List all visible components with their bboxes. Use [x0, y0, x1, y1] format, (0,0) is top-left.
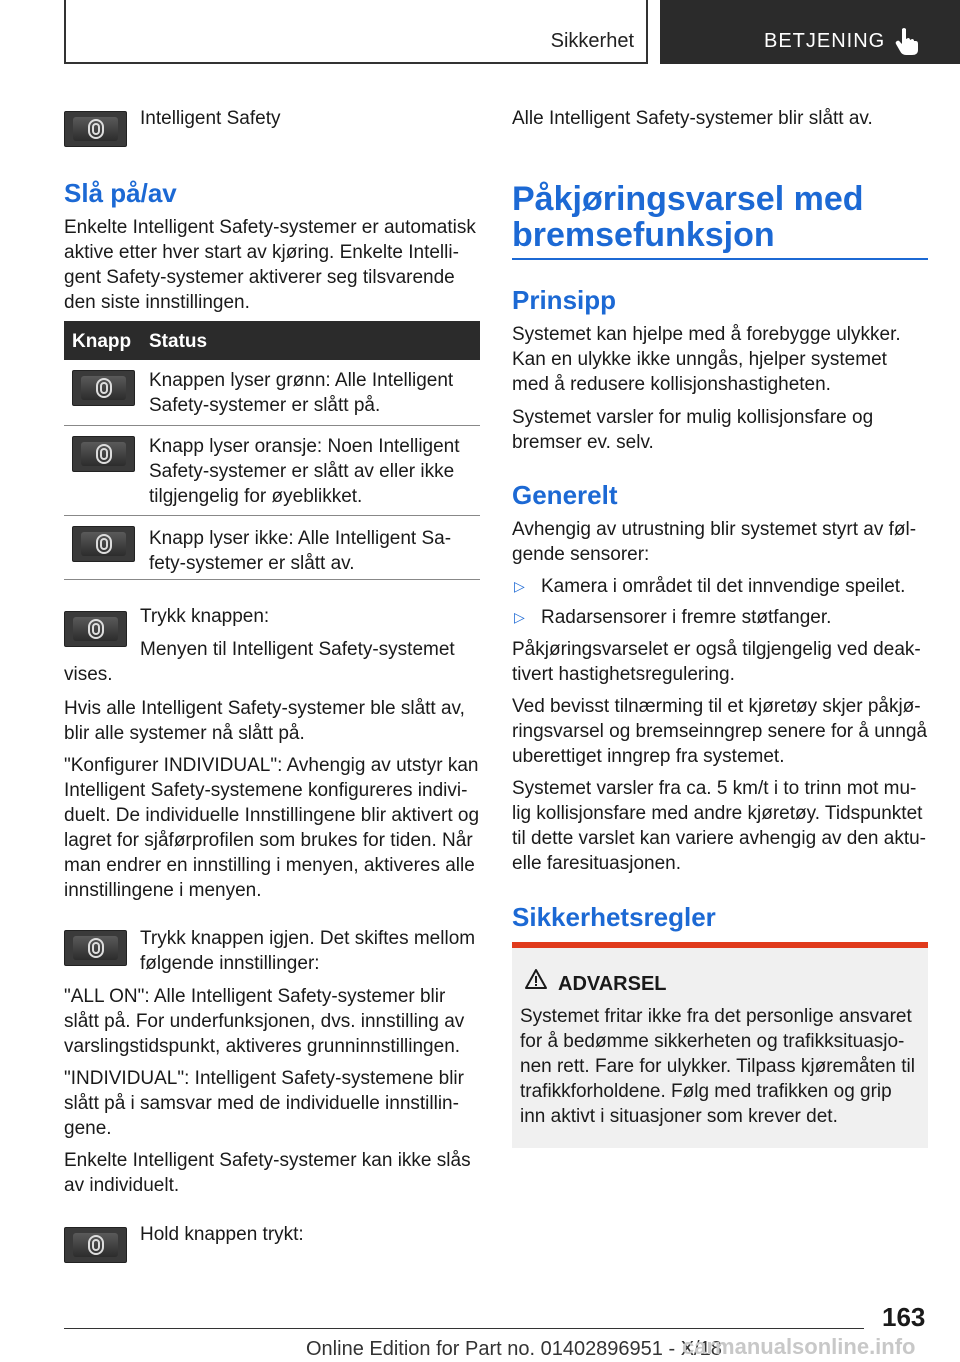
individual2-line-3: gene.	[64, 1118, 112, 1139]
intelligent-safety-icon	[95, 534, 113, 554]
warning-line-4: trafikkforholdene. Følg med trafikken og grip	[520, 1081, 892, 1102]
all-off-line-1: Hvis alle Intelligent Safety-systemer ble slått av,	[64, 698, 465, 719]
row-2-line-3: tilgjengelig for øyeblikket.	[149, 486, 363, 507]
all-off-line-2: blir alle systemer nå slått på.	[64, 723, 305, 744]
individual2-line-2: slått på i samsvar med de individuelle innstillin-	[64, 1093, 459, 1114]
table-row	[64, 516, 480, 580]
intelligent-safety-icon	[87, 1235, 105, 1255]
general-line-2: gende sensorer:	[512, 544, 650, 565]
press-text: Trykk knappen:	[140, 606, 270, 627]
intelligent-safety-icon	[87, 119, 105, 139]
button-orange-image	[72, 436, 135, 472]
intelligent-safety-button-image	[64, 111, 127, 147]
table-header-status: Status	[149, 331, 208, 352]
warns-line-3: til dette varslet kan variere avhengig av den aktu-	[512, 828, 927, 849]
individual-line-3: duelt. De individuelle Innstillingene blir aktivert og	[64, 805, 480, 826]
individual2-line-1: "INDIVIDUAL": Intelligent Safety-systemene blir	[64, 1068, 464, 1089]
intelligent-safety-icon	[95, 378, 113, 398]
row-1-line-2: Safety-systemer er slått på.	[149, 395, 381, 416]
principle-line-3: med å redusere kollisjonshastigheten.	[512, 374, 831, 395]
row-3-line-2: fety-systemer er slått av.	[149, 553, 355, 574]
individual-line-5: man endrer en innstilling i menyen, aktiveres alle	[64, 855, 475, 876]
heading-on-off: Slå på/av	[64, 178, 177, 208]
intro-line-1: Enkelte Intelligent Safety-systemer er automatisk	[64, 217, 476, 238]
header-section-title: Sikkerhet	[550, 30, 634, 52]
general-line-1: Avhengig av utrustning blir systemet styrt av føl-	[512, 519, 917, 540]
intelligent-safety-label: Intelligent Safety	[140, 108, 281, 129]
heading-general: Generelt	[512, 480, 618, 510]
main-heading-line-1: Påkjøringsvarsel med	[512, 180, 864, 218]
bullet-1: Kamera i området til det innvendige speilet.	[541, 576, 906, 597]
warns-line-4: elle faresituasjonen.	[512, 853, 681, 874]
late-line-2: ringsvarsel og bremseinngrep senere for å unngå	[512, 721, 928, 742]
intro-line-2: aktive etter hver start av kjøring. Enkelte Intelli-	[64, 242, 459, 263]
principle2-line-2: bremser ev. selv.	[512, 432, 654, 453]
all-off-text: Alle Intelligent Safety-systemer blir slått av.	[512, 108, 873, 129]
warning-line-2: for å bedømme sikkerheten og trafikksituasjo-	[520, 1031, 905, 1052]
heading-principle: Prinsipp	[512, 285, 617, 315]
individual-line-6: innstillingene i menyen.	[64, 880, 262, 901]
cannot-line-1: Enkelte Intelligent Safety-systemer kan ikke slås	[64, 1150, 471, 1171]
warning-triangle-icon	[524, 968, 548, 990]
principle-line-2: Kan en ulykke ikke unngås, hjelper systemet	[512, 349, 887, 370]
heading-rule	[512, 258, 928, 260]
individual-line-2: Intelligent Safety-systemene konfigureres indivi-	[64, 780, 468, 801]
intelligent-safety-icon	[95, 444, 113, 464]
header-chapter-title: BETJENING	[764, 30, 886, 52]
warning-line-5: inn aktivt i situasjoner som krever det.	[520, 1106, 838, 1127]
intro-line-3: gent Safety-systemer aktiverer seg tilsvarende	[64, 267, 455, 288]
warns-line-2: lig kollisjonsfare med andre kjøretøy. Tidspunktet	[512, 803, 923, 824]
status-table-header	[64, 321, 480, 360]
principle-line-1: Systemet kan hjelpe med å forebygge ulykker.	[512, 324, 901, 345]
row-2-line-1: Knapp lyser oransje: Noen Intelligent	[149, 436, 460, 457]
individual-line-4: lagret for sjåførprofilen som brukes for tiden. Når	[64, 830, 473, 851]
all-on-line-2: slått på. For underfunksjonen, dvs. innstilling av	[64, 1011, 465, 1032]
press-again-button-image	[64, 930, 127, 966]
main-heading-line-2: bremsefunksjon	[512, 216, 775, 254]
cannot-line-2: av individuelt.	[64, 1175, 180, 1196]
late-line-3: uberettiget inngrep fra systemet.	[512, 746, 785, 767]
table-row	[64, 426, 480, 516]
bullet-marker-icon: ▷	[514, 578, 525, 594]
intro-line-4: den siste innstillingen.	[64, 292, 250, 313]
button-green-image	[72, 370, 135, 406]
all-on-line-1: "ALL ON": Alle Intelligent Safety-systemer blir	[64, 986, 446, 1007]
warning-line-3: nen rett. Fare for ulykker. Tilpass kjøremåten til	[520, 1056, 915, 1077]
heading-safety-rules: Sikkerhetsregler	[512, 902, 716, 932]
intelligent-safety-icon	[87, 619, 105, 639]
table-header-button: Knapp	[72, 331, 132, 352]
press-button-image	[64, 611, 127, 647]
warns-line-1: Systemet varsler fra ca. 5 km/t i to trinn mot mu-	[512, 778, 917, 799]
speed-line-1: Påkjøringsvarselet er også tilgjengelig ved deak-	[512, 639, 921, 660]
page-number: 163	[882, 1302, 926, 1332]
footer-edition: Online Edition for Part no. 01402896951 - X/18	[306, 1338, 722, 1360]
footer-rule	[64, 1328, 864, 1329]
watermark: carmanualsonline.info	[682, 1334, 916, 1359]
all-on-line-3: varslingstidspunkt, aktiveres grunninnstillingen.	[64, 1036, 461, 1057]
late-line-1: Ved bevisst tilnærming til et kjøretøy skjer påkjø-	[512, 696, 921, 717]
speed-line-2: tivert hastighetsregulering.	[512, 664, 735, 685]
hand-pointer-icon	[894, 27, 920, 55]
menu-text-2: vises.	[64, 664, 113, 685]
hold-text: Hold knappen trykt:	[140, 1224, 304, 1245]
principle2-line-1: Systemet varsler for mulig kollisjonsfare og	[512, 407, 874, 428]
warning-title: ADVARSEL	[558, 973, 667, 995]
hold-button-image	[64, 1227, 127, 1263]
button-off-image	[72, 526, 135, 562]
press-again-line-1: Trykk knappen igjen. Det skiftes mellom	[140, 928, 476, 949]
warning-line-1: Systemet fritar ikke fra det personlige ansvaret	[520, 1006, 912, 1027]
bullet-2: Radarsensorer i fremre støtfanger.	[541, 607, 832, 628]
intelligent-safety-icon	[87, 938, 105, 958]
individual-line-1: "Konfigurer INDIVIDUAL": Avhengig av utstyr kan	[64, 755, 479, 776]
row-2-line-2: Safety-systemer er slått av eller ikke	[149, 461, 455, 482]
row-1-line-1: Knappen lyser grønn: Alle Intelligent	[149, 370, 454, 391]
header-section-tab	[64, 0, 648, 64]
row-3-line-1: Knapp lyser ikke: Alle Intelligent Sa-	[149, 528, 452, 549]
bullet-marker-icon: ▷	[514, 609, 525, 625]
table-row	[64, 360, 480, 426]
press-again-line-2: følgende innstillinger:	[140, 953, 320, 974]
menu-text-1: Menyen til Intelligent Safety-systemet	[140, 639, 455, 660]
